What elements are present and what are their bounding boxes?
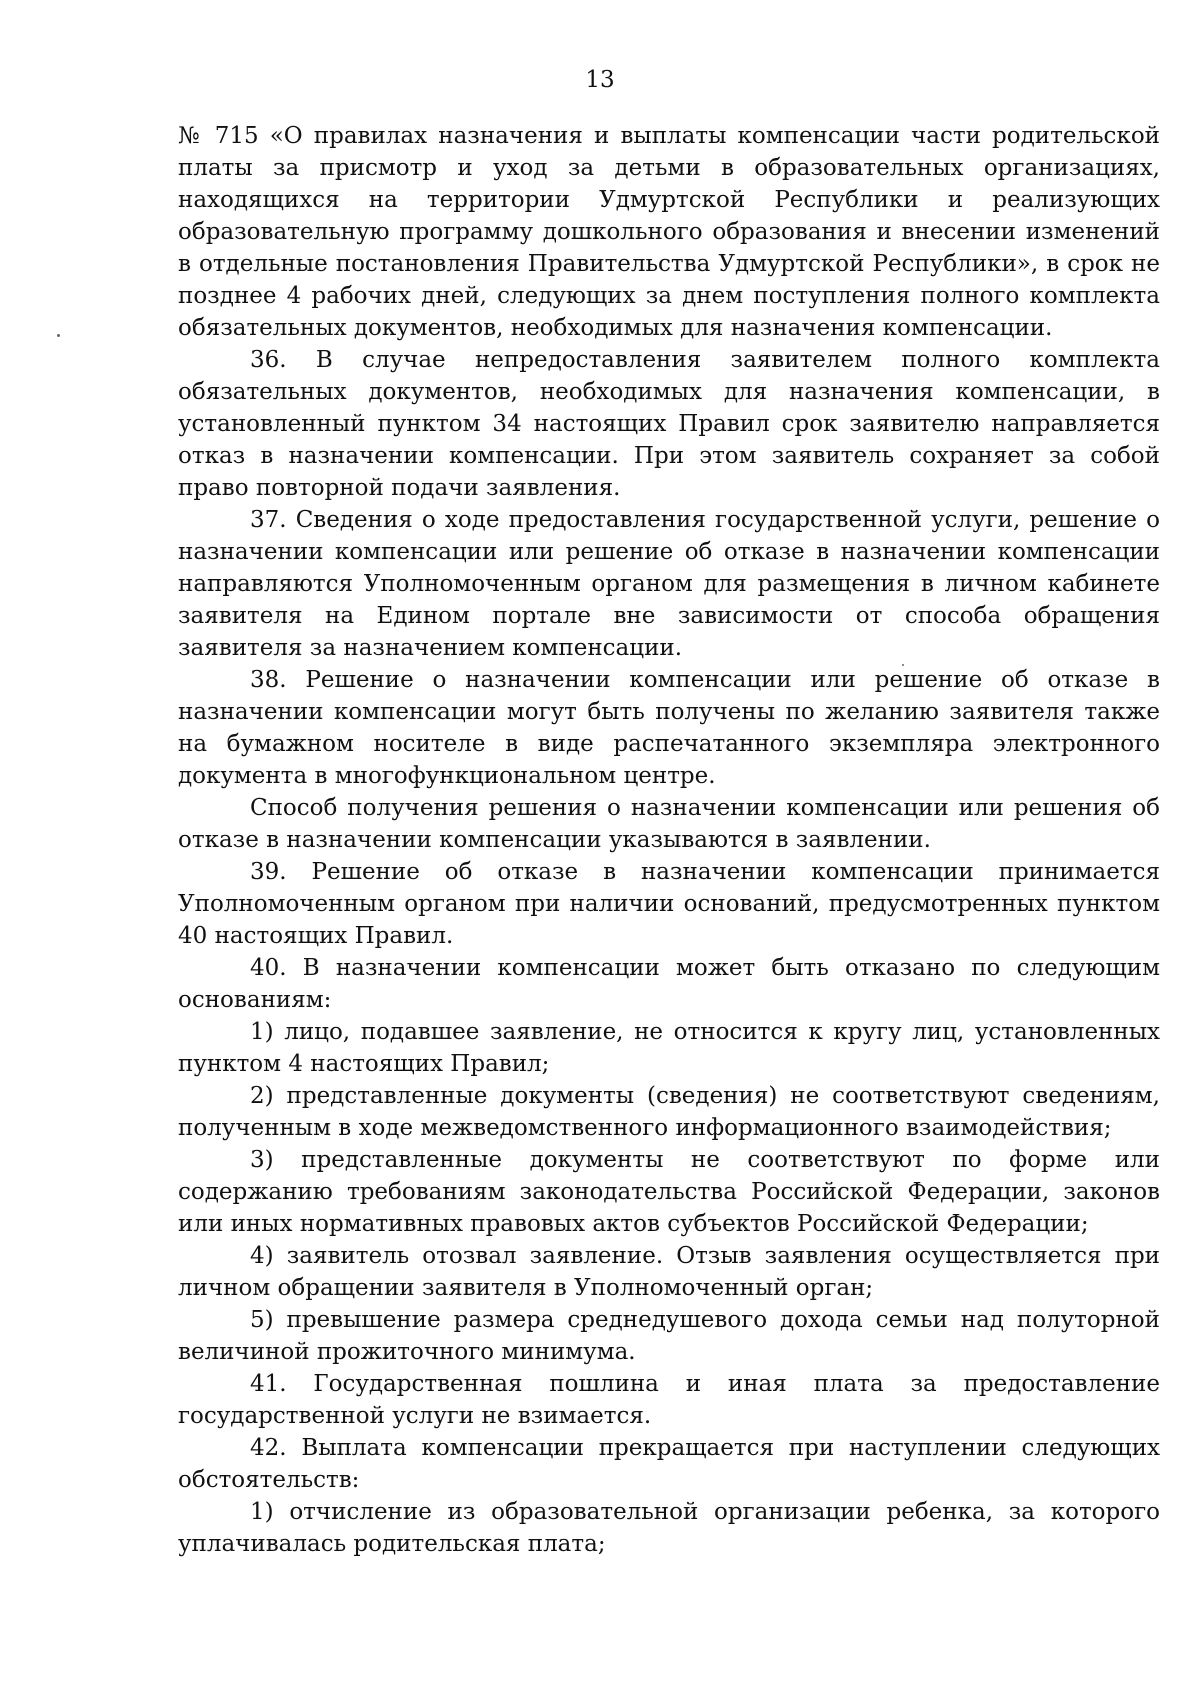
refusal-ground-1: 1) лицо, подавшее заявление, не относится к кругу лиц, установленных пунктом 4 настоящих Правил; (178, 1019, 1160, 1077)
refusal-ground-2: 2) представленные документы (сведения) не соответствуют сведениям, полученным в ходе межведомственного информационного взаимодействия; (178, 1083, 1160, 1141)
refusal-ground-5: 5) превышение размера среднедушевого дохода семьи над полуторной величиной прожиточного минимума. (178, 1307, 1160, 1365)
refusal-ground-3: 3) представленные документы не соответствуют по форме или содержанию требованиям законодательства Российской Федерации, законов или иных нормативных правовых актов субъектов Российской Федерации; (178, 1147, 1160, 1237)
paragraph-continuation: № 715 «О правилах назначения и выплаты компенсации части родительской платы за присмотр и уход за детьми в образовательных организациях, находящихся на территории Удмуртской Республики и реализующих образовательную программу дошкольного образования и внесении изменений в отдельные постановления Правительства Удмуртской Республики», в срок не позднее 4 рабочих дней, следующих за днем поступления полного комплекта обязательных документов, необходимых для назначения компенсации. (178, 123, 1160, 341)
termination-ground-1: 1) отчисление из образовательной организации ребенка, за которого уплачивалась родительская плата; (178, 1499, 1160, 1557)
scan-speck (902, 664, 904, 666)
paragraph-38: 38. Решение о назначении компенсации или решение об отказе в назначении компенсации могут быть получены по желанию заявителя также на бумажном носителе в виде распечатанного экземпляра электронного документа в многофункциональном центре. (178, 667, 1160, 789)
paragraph-40: 40. В назначении компенсации может быть отказано по следующим основаниям: (178, 955, 1160, 1013)
paragraph-41: 41. Государственная пошлина и иная плата за предоставление государственной услуги не взимается. (178, 1371, 1160, 1429)
paragraph-39: 39. Решение об отказе в назначении компенсации принимается Уполномоченным органом при наличии оснований, предусмотренных пунктом 40 настоящих Правил. (178, 859, 1160, 949)
paragraph-decision-method: Способ получения решения о назначении компенсации или решения об отказе в назначении компенсации указываются в заявлении. (178, 795, 1160, 853)
page-number: 13 (585, 67, 615, 93)
document-body (178, 120, 1160, 1560)
paragraph-37: 37. Сведения о ходе предоставления государственной услуги, решение о назначении компенсации или решение об отказе в назначении компенсации направляются Уполномоченным органом для размещения в личном кабинете заявителя на Едином портале вне зависимости от способа обращения заявителя за назначением компенсации. (178, 507, 1160, 661)
paragraph-36: 36. В случае непредоставления заявителем полного комплекта обязательных документов, необходимых для назначения компенсации, в установленный пунктом 34 настоящих Правил срок заявителю направляется отказ в назначении компенсации. При этом заявитель сохраняет за собой право повторной подачи заявления. (178, 347, 1160, 501)
paragraph-42: 42. Выплата компенсации прекращается при наступлении следующих обстоятельств: (178, 1435, 1160, 1493)
scan-speck (57, 334, 60, 337)
refusal-ground-4: 4) заявитель отозвал заявление. Отзыв заявления осуществляется при личном обращении заявителя в Уполномоченный орган; (178, 1243, 1160, 1301)
